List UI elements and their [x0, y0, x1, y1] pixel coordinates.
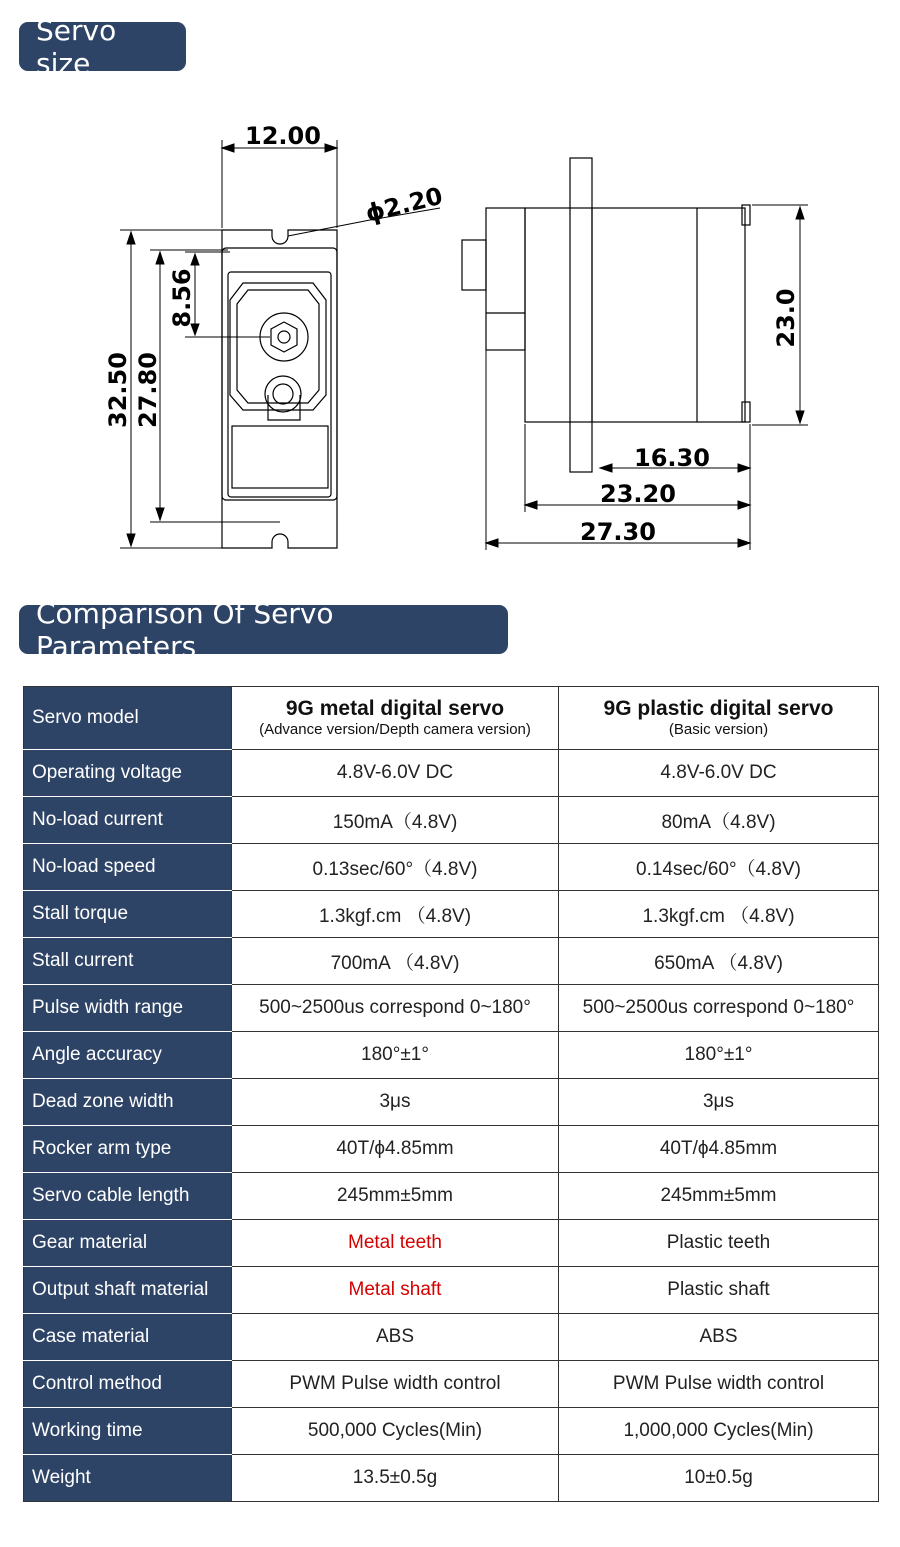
row-value-plastic: 0.14sec/60°（4.8V) [559, 844, 879, 891]
table-row [24, 1079, 879, 1126]
row-value-metal: 500~2500us correspond 0~180° [232, 985, 559, 1032]
row-value-plastic: 500~2500us correspond 0~180° [559, 985, 879, 1032]
servo-dimension-drawing [0, 80, 900, 580]
row-value-metal: 4.8V-6.0V DC [232, 750, 559, 797]
row-label: No-load speed [24, 844, 232, 891]
row-value-plastic: 650mA （4.8V) [559, 938, 879, 985]
header-plastic-subtitle: (Basic version) [668, 721, 769, 738]
servo-size-heading [19, 13, 186, 80]
dim-width-top: 12.00 [245, 122, 321, 150]
table-row [24, 844, 879, 891]
table-header-row [24, 687, 879, 750]
row-label: Dead zone width [24, 1079, 232, 1126]
row-label: Weight [24, 1455, 232, 1502]
row-value-metal: Metal shaft [232, 1267, 559, 1314]
dim-spline-offset: 8.56 [168, 268, 196, 328]
side-view [462, 158, 750, 472]
row-value-plastic: 80mA（4.8V) [559, 797, 879, 844]
table-row [24, 1173, 879, 1220]
dim-hole-diameter: ϕ2.20 [362, 181, 446, 228]
table-row [24, 797, 879, 844]
row-value-plastic: PWM Pulse width control [559, 1361, 879, 1408]
header-label: Servo model [24, 687, 232, 750]
row-label: Gear material [24, 1220, 232, 1267]
row-label: No-load current [24, 797, 232, 844]
row-label: Operating voltage [24, 750, 232, 797]
dim-length-total: 32.50 [104, 352, 132, 428]
table-row [24, 1455, 879, 1502]
table-row [24, 1314, 879, 1361]
row-value-metal: 150mA（4.8V) [232, 797, 559, 844]
row-value-metal: 13.5±0.5g [232, 1455, 559, 1502]
row-label: Rocker arm type [24, 1126, 232, 1173]
row-value-metal: 40T/ϕ4.85mm [232, 1126, 559, 1173]
row-value-plastic: 10±0.5g [559, 1455, 879, 1502]
row-value-metal: 180°±1° [232, 1032, 559, 1079]
row-value-plastic: Plastic teeth [559, 1220, 879, 1267]
row-value-plastic: Plastic shaft [559, 1267, 879, 1314]
header-metal-subtitle: (Advance version/Depth camera version) [259, 721, 531, 738]
comparison-heading-text: Comparison Of Servo Parameters [36, 596, 334, 663]
row-value-plastic: 1,000,000 Cycles(Min) [559, 1408, 879, 1455]
table-row [24, 1220, 879, 1267]
row-value-metal: 3μs [232, 1079, 559, 1126]
row-label: Servo cable length [24, 1173, 232, 1220]
row-value-plastic: 245mm±5mm [559, 1173, 879, 1220]
row-label: Working time [24, 1408, 232, 1455]
table-row [24, 938, 879, 985]
row-value-plastic: 1.3kgf.cm （4.8V) [559, 891, 879, 938]
row-value-plastic: 40T/ϕ4.85mm [559, 1126, 879, 1173]
row-value-metal: 245mm±5mm [232, 1173, 559, 1220]
row-label: Output shaft material [24, 1267, 232, 1314]
table-row [24, 985, 879, 1032]
row-label: Pulse width range [24, 985, 232, 1032]
row-value-metal: 700mA （4.8V) [232, 938, 559, 985]
row-value-metal: PWM Pulse width control [232, 1361, 559, 1408]
dim-depth-b: 23.20 [600, 480, 676, 508]
row-value-metal: 0.13sec/60°（4.8V) [232, 844, 559, 891]
table-row [24, 1126, 879, 1173]
row-value-plastic: ABS [559, 1314, 879, 1361]
front-view [222, 230, 337, 548]
table-row [24, 891, 879, 938]
dim-depth-a: 16.30 [634, 444, 710, 472]
row-label: Control method [24, 1361, 232, 1408]
table-row [24, 1032, 879, 1079]
servo-parameter-table [23, 686, 879, 1502]
dim-side-height: 23.0 [772, 288, 800, 348]
row-value-plastic: 3μs [559, 1079, 879, 1126]
row-value-metal: 1.3kgf.cm （4.8V) [232, 891, 559, 938]
header-plastic-title: 9G plastic digital servo [603, 697, 834, 720]
row-value-plastic: 180°±1° [559, 1032, 879, 1079]
header-metal-title: 9G metal digital servo [285, 697, 505, 720]
row-value-plastic: 4.8V-6.0V DC [559, 750, 879, 797]
row-label: Stall current [24, 938, 232, 985]
servo-size-heading-text: Servo size [36, 13, 117, 80]
dim-length-body: 27.80 [134, 352, 162, 428]
comparison-heading [19, 596, 508, 663]
dim-depth-c: 27.30 [580, 518, 656, 546]
table-row [24, 1361, 879, 1408]
table-row [24, 1408, 879, 1455]
row-value-metal: Metal teeth [232, 1220, 559, 1267]
table-row [24, 750, 879, 797]
header-col-plastic [559, 687, 879, 750]
row-value-metal: ABS [232, 1314, 559, 1361]
row-label: Stall torque [24, 891, 232, 938]
table-row [24, 1267, 879, 1314]
row-label: Angle accuracy [24, 1032, 232, 1079]
header-col-metal [232, 687, 559, 750]
row-value-metal: 500,000 Cycles(Min) [232, 1408, 559, 1455]
row-label: Case material [24, 1314, 232, 1361]
